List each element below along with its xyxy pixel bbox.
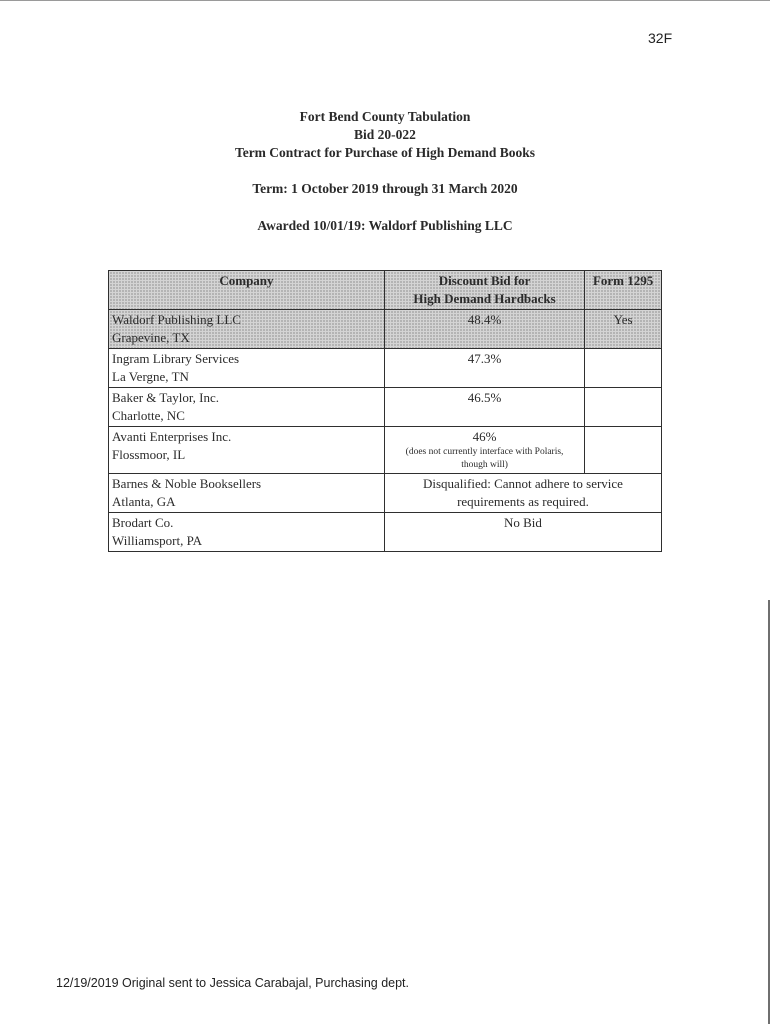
footer-note: 12/19/2019 Original sent to Jessica Carabajal, Purchasing dept. [56,976,409,990]
table-row [109,310,662,349]
term-line: Term: 1 October 2019 through 31 March 2020 [252,181,518,196]
company-city: Williamsport, PA [112,533,203,548]
form-1295-cell: Yes [585,310,662,349]
company-cell [109,349,385,388]
discount-note-line1: (does not currently interface with Polaris, [405,447,564,457]
company-city: Charlotte, NC [112,408,185,423]
bid-number: Bid 20-022 [354,127,416,142]
table-row [109,513,662,552]
company-name: Ingram Library Services [112,351,240,366]
form-1295-cell [585,388,662,427]
company-city: Atlanta, GA [112,494,176,509]
no-bid-cell: No Bid [384,513,661,552]
company-city: Grapevine, TX [112,330,190,345]
table-header-row [109,271,662,310]
discount-cell: 47.3% [384,349,584,388]
company-name: Avanti Enterprises Inc. [112,429,232,444]
table-row [109,474,662,513]
discount-value: 46% [472,429,497,444]
table-row [109,349,662,388]
header-form-1295: Form 1295 [585,271,662,310]
discount-note-line2: though will) [461,460,508,470]
awarded-line: Awarded 10/01/19: Waldorf Publishing LLC [257,218,513,233]
form-1295-cell [585,349,662,388]
page-code: 32F [648,30,673,46]
header-discount-line2: High Demand Hardbacks [413,291,556,306]
discount-cell: 46.5% [384,388,584,427]
company-name: Waldorf Publishing LLC [112,312,241,327]
company-name: Barnes & Noble Booksellers [112,476,262,491]
company-city: La Vergne, TN [112,369,189,384]
company-name: Baker & Taylor, Inc. [112,390,219,405]
company-cell [109,474,385,513]
form-1295-cell [585,427,662,474]
title-line-1: Fort Bend County Tabulation [299,109,471,124]
disqualified-line1: Disqualified: Cannot adhere to service [422,476,623,491]
disqualified-line2: requirements as required. [457,494,589,509]
header-discount [384,271,584,310]
table-row [109,427,662,474]
company-cell [109,427,385,474]
bid-tabulation-table [108,270,662,552]
company-cell [109,388,385,427]
company-cell [109,513,385,552]
discount-cell [384,427,584,474]
company-name: Brodart Co. [112,515,174,530]
company-cell [109,310,385,349]
scan-edge-top [0,0,770,1]
header-company: Company [109,271,385,310]
disqualified-cell [384,474,661,513]
header-discount-line1: Discount Bid for [438,273,531,288]
table-row [109,388,662,427]
company-city: Flossmoor, IL [112,447,186,462]
contract-title: Term Contract for Purchase of High Demand Books [234,145,536,160]
discount-cell: 48.4% [384,310,584,349]
